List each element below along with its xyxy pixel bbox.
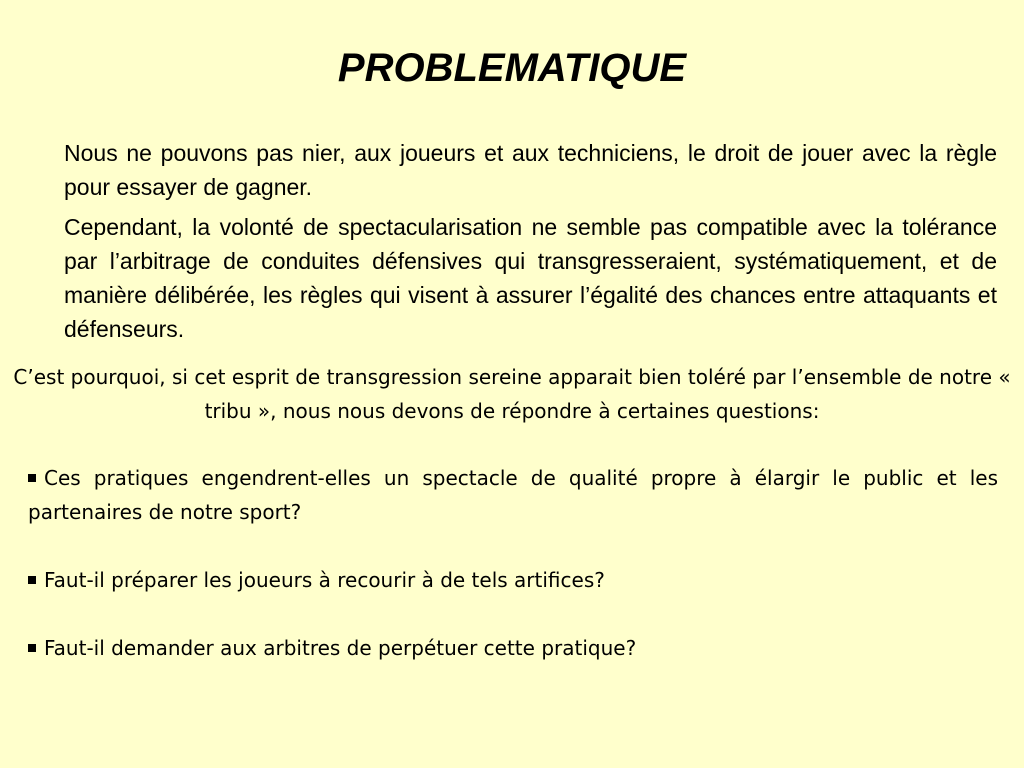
question-text: Faut-il préparer les joueurs à recourir à de tels artifices? bbox=[44, 568, 605, 592]
square-bullet-icon bbox=[28, 644, 36, 652]
paragraph-rule-play: Nous ne pouvons pas nier, aux joueurs et aux techniciens, le droit de jouer avec la règle pour essayer de gagner. bbox=[64, 140, 997, 200]
question-text: Ces pratiques engendrent-elles un spectacle de qualité propre à élargir le public et les partenaires de notre sport? bbox=[28, 466, 998, 524]
square-bullet-icon bbox=[28, 576, 36, 584]
question-item bbox=[28, 461, 998, 529]
question-text: Faut-il demander aux arbitres de perpétuer cette pratique? bbox=[44, 636, 637, 660]
question-item bbox=[28, 563, 998, 597]
paragraph-spectacle: Cependant, la volonté de spectacularisation ne semble pas compatible avec la tolérance par l’arbitrage de conduites défensives qui transgresseraient, systématiquement, et de manière délibérée, les règles qui visent à assurer l’égalité des chances entre attaquants et défenseurs. bbox=[64, 214, 997, 342]
square-bullet-icon bbox=[28, 474, 36, 482]
slide-title: PROBLEMATIQUE bbox=[337, 46, 687, 90]
intro-text: C’est pourquoi, si cet esprit de transgression sereine apparait bien toléré par l’ensemble de notre « tribu », nous nous devons de répondre à certaines questions: bbox=[13, 365, 1011, 423]
question-item bbox=[28, 631, 998, 665]
